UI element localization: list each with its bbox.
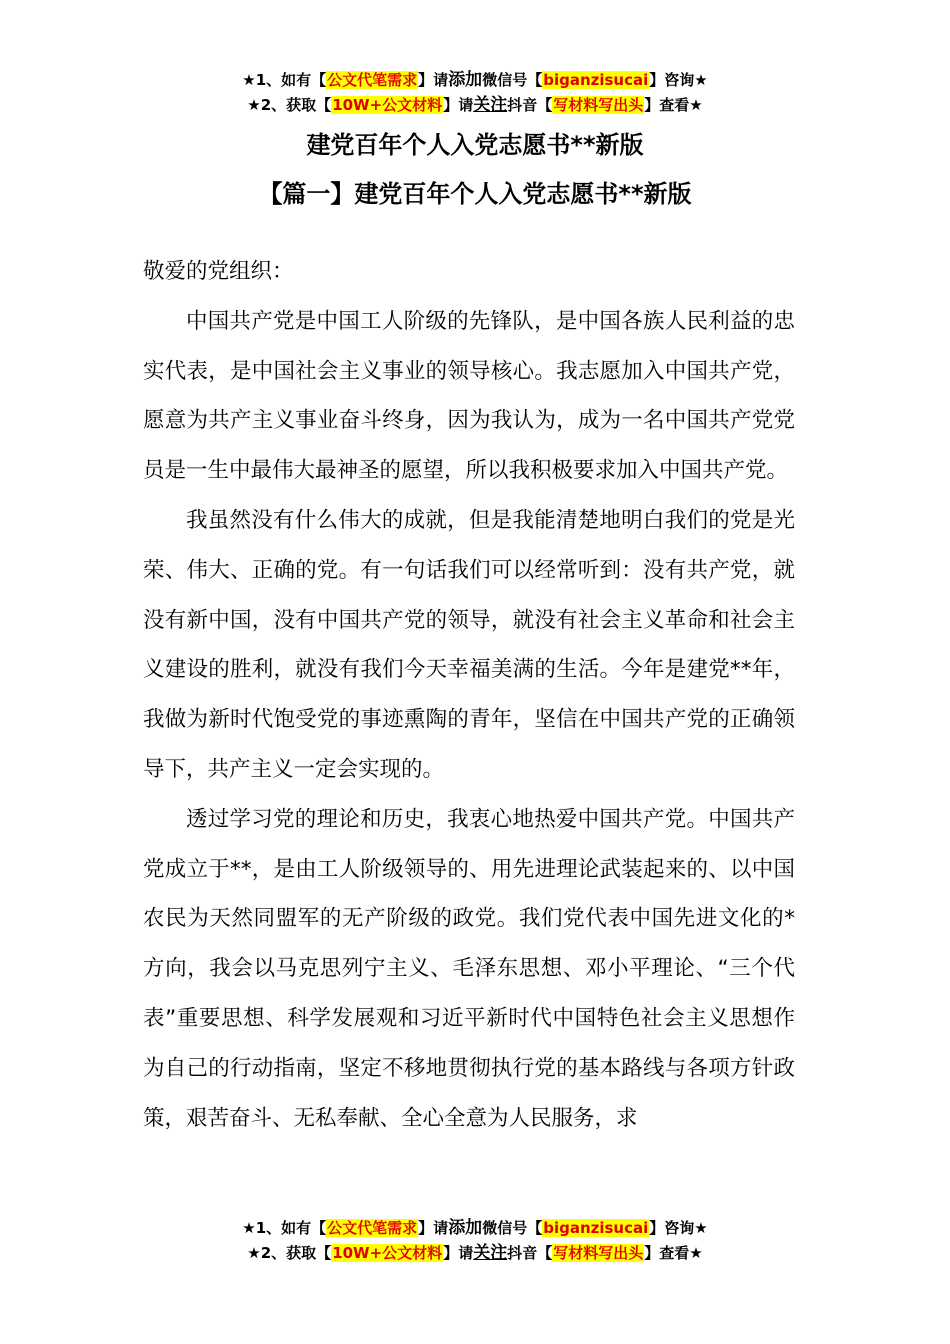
banner-text: 】请 (418, 1219, 449, 1237)
document-title: 建党百年个人入党志愿书**新版 (306, 131, 644, 159)
banner-text: 抖音【 (507, 1244, 553, 1262)
banner-line-1 (0, 68, 950, 93)
document-body (143, 247, 795, 1143)
banner-highlight: 公文代笔需求 (327, 71, 418, 89)
banner-text: ★1、如有【 (242, 1219, 327, 1237)
footer-banner (0, 1216, 950, 1266)
banner-text: 】请 (418, 71, 449, 89)
banner-line-2 (0, 1241, 950, 1266)
banner-text: 】请 (443, 1244, 474, 1262)
banner-emphasis: 关注 (473, 95, 508, 115)
banner-text: ★1、如有【 (242, 71, 327, 89)
banner-text: ★2、获取【 (247, 1244, 332, 1262)
banner-text: 】请 (443, 96, 474, 114)
paragraph: 我虽然没有什么伟大的成就，但是我能清楚地明白我们的党是光荣、伟大、正确的党。有一句话我们可以经常听到：没有共产党，就没有新中国，没有中国共产党的领导，就没有社会主义革命和社会主义建设的胜利，就没有我们今天幸福美满的生活。今年是建党**年，我做为新时代饱受党的事迹熏陶的青年，坚信在中国共产党的正确领导下，共产主义一定会实现的。 (143, 507, 795, 782)
banner-text: 】查看★ (644, 1244, 703, 1262)
banner-highlight: 10W+公文材料 (332, 96, 443, 114)
banner-highlight: 公文代笔需求 (327, 1219, 418, 1237)
banner-highlight-wechat: biganzisucai (543, 71, 649, 89)
banner-text: 】咨询★ (649, 71, 708, 89)
banner-line-1 (0, 1216, 950, 1241)
paragraph: 透过学习党的理论和历史，我衷心地热爱中国共产党。中国共产党成立于**，是由工人阶级领导的、用先进理论武装起来的、以中国农民为天然同盟军的无产阶级的政党。我们党代表中国先进文化的*方向，我会以马克思列宁主义、毛泽东思想、邓小平理论、“三个代表”重要思想、科学发展观和习近平新时代中国特色社会主义思想作为自己的行动指南，坚定不移地贯彻执行党的基本路线与各项方针政策，艰苦奋斗、无私奉献、全心全意为人民服务，求 (143, 806, 795, 1131)
banner-emphasis: 添加 (448, 1218, 483, 1238)
banner-text: 】咨询★ (649, 1219, 708, 1237)
banner-emphasis: 关注 (473, 1243, 508, 1263)
banner-highlight-douyin: 写材料写出头 (553, 96, 644, 114)
banner-text: 抖音【 (507, 96, 553, 114)
banner-highlight: 10W+公文材料 (332, 1244, 443, 1262)
paragraph: 中国共产党是中国工人阶级的先锋队，是中国各族人民利益的忠实代表，是中国社会主义事业的领导核心。我志愿加入中国共产党，愿意为共产主义事业奋斗终身，因为我认为，成为一名中国共产党党员是一生中最伟大最神圣的愿望，所以我积极要求加入中国共产党。 (143, 308, 795, 484)
banner-emphasis: 添加 (448, 70, 483, 90)
banner-text: 微信号【 (482, 71, 543, 89)
banner-line-2 (0, 93, 950, 118)
document-subtitle: 【篇一】建党百年个人入党志愿书**新版 (258, 180, 692, 208)
banner-highlight-douyin: 写材料写出头 (553, 1244, 644, 1262)
header-banner (0, 68, 950, 118)
banner-highlight-wechat: biganzisucai (543, 1219, 649, 1237)
salutation: 敬爱的党组织： (143, 259, 294, 284)
banner-text: 】查看★ (644, 96, 703, 114)
banner-text: ★2、获取【 (247, 96, 332, 114)
banner-text: 微信号【 (482, 1219, 543, 1237)
